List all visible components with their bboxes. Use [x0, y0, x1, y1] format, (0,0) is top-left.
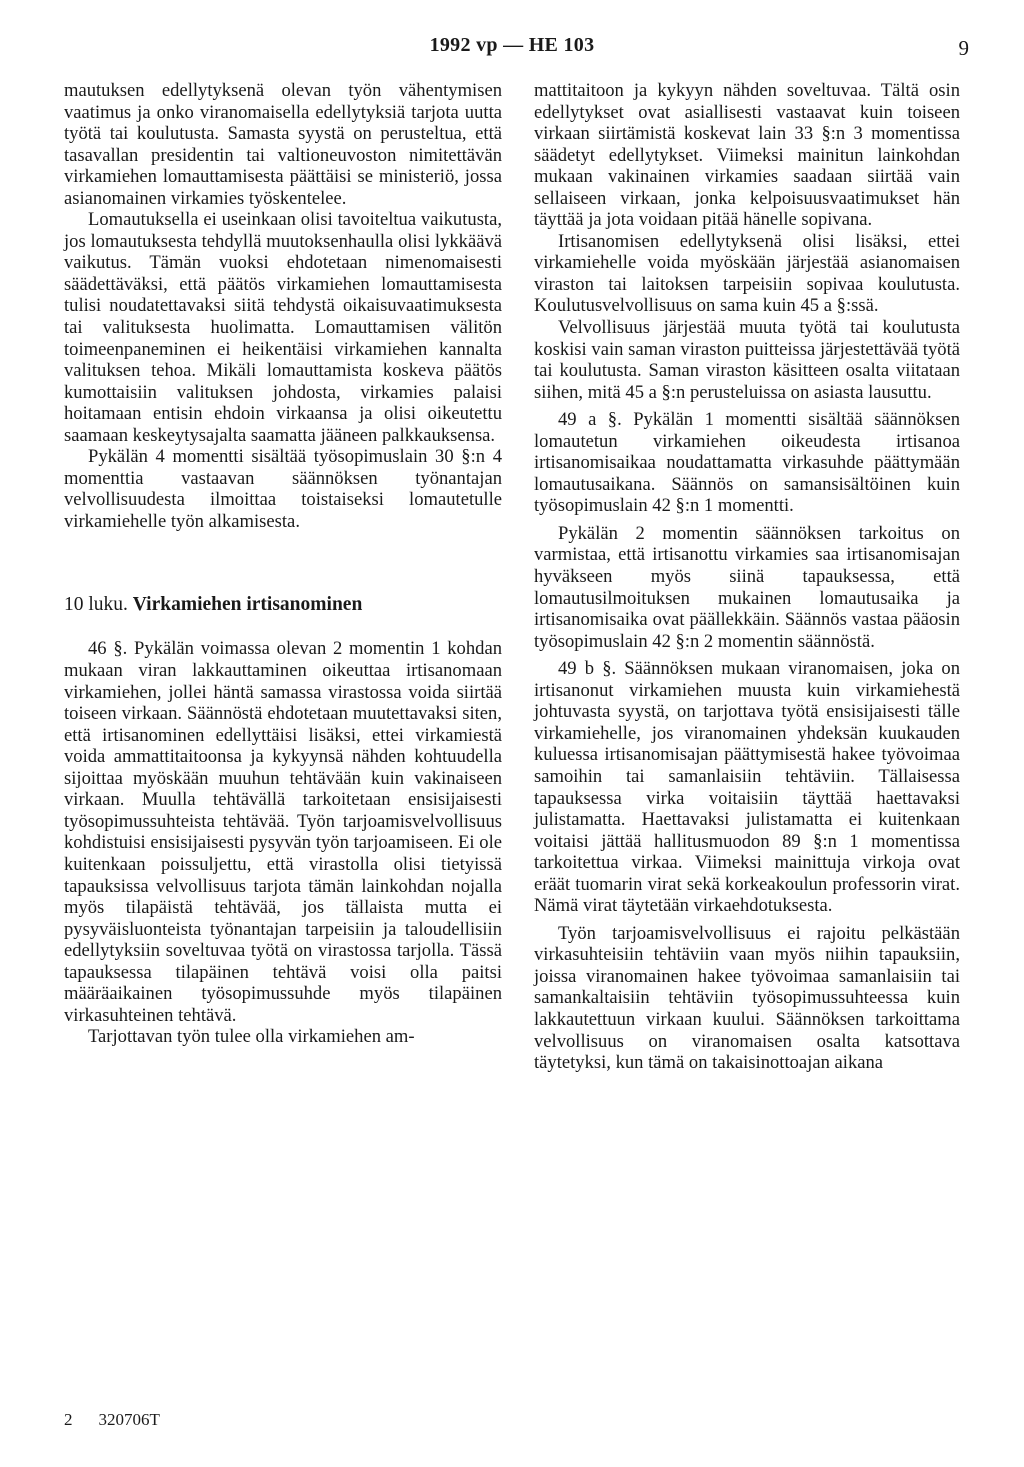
paragraph: Tarjottavan työn tulee olla virkamiehen am-: [88, 1026, 415, 1048]
chapter-number: 10 luku.: [64, 594, 128, 616]
chapter-heading: [64, 594, 502, 616]
sheet-number: 2: [64, 1410, 73, 1429]
paragraph: Työn tarjoamisvelvollisuus ei rajoitu pelkästään virkasuhteisiin tehtäviin vaan myös niihin tapauksiin, joissa viranomainen hakee työvoimaa samanlaisiin tai samankaltaisiin tehtäviin työsopimussuhteessa kuin lakkautettuun virkaan kuului. Säännöksen tarkoittama velvollisuus on viranomaisen osalta katsottava täytetyksi, kun tämä on takaisinottoajan aikana: [534, 922, 960, 1074]
paragraph: 49 a §. Pykälän 1 momentti sisältää säännöksen lomautetun virkamiehen oikeudesta irtisanoa irtisanomisaikaa noudattamatta virkasuhde päättymään lomautusaikana. Säännös on samansisältöinen kuin työsopimuslain 42 §:n 1 momentti.: [534, 409, 960, 517]
print-footer: [64, 1410, 186, 1430]
left-column: [64, 80, 502, 1048]
paragraph: mattitaitoon ja kykyyn nähden soveltuvaa. Tältä osin edellytykset ovat asiallisesti vastaavat kuin toiseen virkaan siirtämistä koskevat lain 33 §:n 3 momentissa säädetyt edellytykset. Viimeksi mainitun lainkohdan mukaan vakinainen virkamies saadaan siirtää vain sellaiseen virkaan, jonka kelpoisuusvaatimukset hän täyttää ja jota voidaan pitää hänelle sopivana.: [534, 80, 960, 231]
paragraph: mautuksen edellytyksenä olevan työn vähentymisen vaatimus ja onko viranomaisella edellytyksiä tarjota uutta työtä tai koulutusta. Samasta syystä on perusteltua, että tasavallan presidentin tai valtioneuvoston nimitettävän virkamiehen lomauttamisesta päättäisi se ministeriö, jossa asianomainen virkamies työskentelee.: [64, 80, 502, 209]
paragraph: 46 §. Pykälän voimassa olevan 2 momentin 1 kohdan mukaan viran lakkauttaminen oikeuttaa irtisanomaan virkamiehen, jollei häntä samassa virastossa voida siirtää toiseen virkaan. Säännöstä ehdotetaan muutettavaksi siten, että irtisanominen edellyttäisi lisäksi, ettei virkamiestä voida ammattitaitoonsa ja kykyynsä nähden kohtuudella sijoittaa myöskään muuhun tehtävään kuin vakinaiseen virkaan. Muulla tehtävällä tarkoitetaan ensisijaisesti työsopimussuhteista tehtävää. Työn tarjoamisvelvollisuus kohdistuisi ensisijaisesti pysyvän työn tarjoamiseen. Ei ole kuitenkaan poissuljettu, että virastolla olisi tietyissä tapauksissa velvollisuus tarjota tämän lainkohdan nojalla myös tilapäistä tehtävää, jos tällaista mutta ei pysyväisluonteista työnantajan tarpeisiin ja taloudellisiin edellytyksiin soveltuvaa työtä on virastossa tarjolla. Tässä tapauksessa tilapäinen tehtävä voisi olla paitsi määräaikainen työsopimussuhde myös tilapäinen virkasuhteinen tehtävä.: [64, 638, 502, 1026]
running-header: 1992 vp — HE 103: [429, 34, 595, 56]
paragraph: Pykälän 4 momentti sisältää työsopimuslain 30 §:n 4 momenttia vastaavan säännöksen työnantajan velvollisuudesta ilmoittaa toistaiseksi lomautetulle virkamiehelle työn alkamisesta.: [64, 446, 502, 532]
paragraph: Velvollisuus järjestää muuta työtä tai koulutusta koskisi vain saman viraston puitteissa järjestettävää työtä tai koulutusta. Saman viraston käsitteen osalta viitataan siihen, mitä 45 a §:n perusteluissa on asiasta lausuttu.: [534, 317, 960, 403]
paragraph: 49 b §. Säännöksen mukaan viranomaisen, joka on irtisanonut virkamiehen muusta kuin virkamiehestä johtuvasta syystä, on tarjottava työtä ensisijaisesti tälle virkamiehelle, jos viranomainen yhdeksän kuukauden kuluessa irtisanomisajan päättymisestä hakee työvoimaa samoihin tai samanlaisiin tehtäviin. Tällaisessa tapauksessa virka voitaisiin täyttää haettavaksi julistamatta. Haettavaksi julistamatta ei kuitenkaan voitaisi jättää hallitusmuodon 89 §:n 1 momentissa tarkoitettua virkaa. Viimeksi mainittuja virkoja ovat eräät tuomarin virat sekä korkeakoulun professorin virat. Nämä virat täytetään virkaehdotuksesta.: [534, 658, 960, 917]
paragraph: Lomautuksella ei useinkaan olisi tavoiteltua vaikutusta, jos lomautuksesta tehdyllä muutoksenhaulla olisi lykkäävä vaikutus. Tämän vuoksi ehdotetaan nimenomaisesti säädettäväksi, että päätös virkamiehen lomauttamisesta tulisi noudatettavaksi siitä tehdystä oikaisuvaatimuksesta tai valituksesta huolimatta. Lomauttamisen välitön toimeenpaneminen ei heikentäisi virkamiehen kannalta valituksen tehoa. Mikäli lomauttamista koskeva päätös kumottaisiin valituksen johdosta, virkamies palaisi hoitamaan entisin ehdoin virkaansa ja olisi oikeutettu saamaan keskeytysajalta saamatta jääneen palkkauksensa.: [64, 209, 502, 446]
print-code: 320706T: [98, 1410, 160, 1429]
right-column: [534, 80, 960, 1074]
paragraph: Pykälän 2 momentin säännöksen tarkoitus on varmistaa, että irtisanottu virkamies saa irtisanomisajan hyväkseen myös siinä tapauksessa, että lomautusilmoituksen mukainen lomautusaika ja irtisanomisaika ovat päällekkäin. Säännös vastaa pääosin työsopimuslain 42 §:n 2 momentin säännöstä.: [534, 522, 960, 652]
paragraph: Irtisanomisen edellytyksenä olisi lisäksi, ettei virkamiehelle voida myöskään järjestää asianomaisen viraston tai laitoksen tarpeisiin sopivaa koulutusta. Koulutusvelvollisuus on sama kuin 45 a §:ssä.: [534, 230, 960, 317]
page-number: 9: [958, 36, 969, 60]
chapter-title: Virkamiehen irtisanominen: [132, 594, 363, 616]
